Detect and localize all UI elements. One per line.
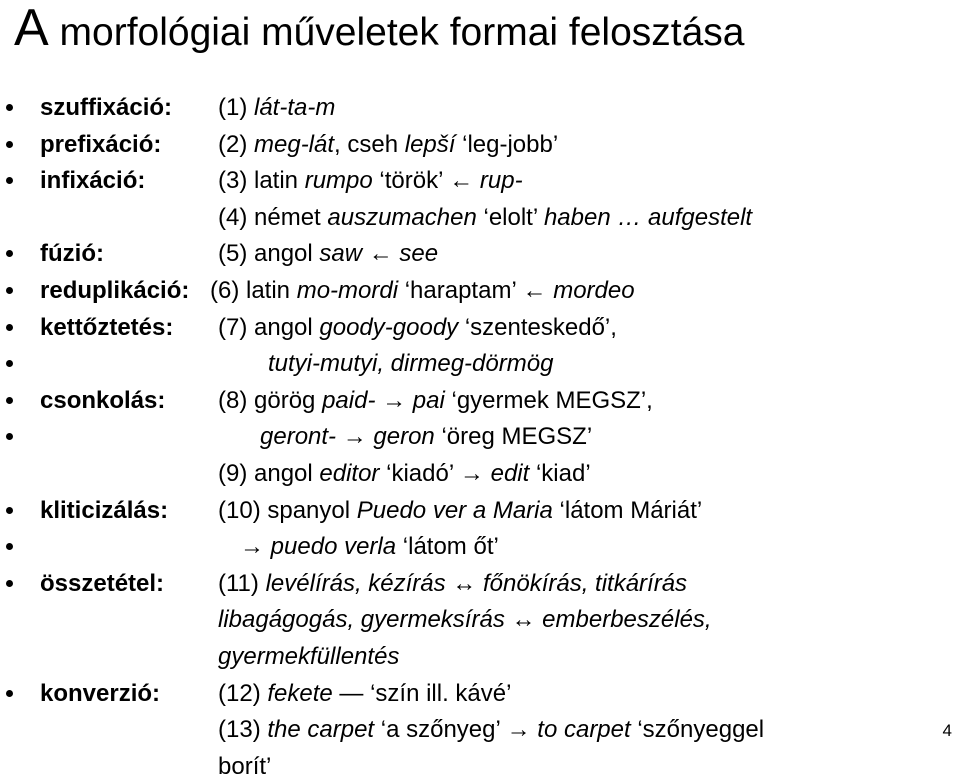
term-label: fúzió:	[40, 240, 104, 268]
example-gloss: ‘kiad’	[529, 460, 591, 487]
example-form: haben … aufgestelt	[543, 203, 753, 231]
example-form: to carpet	[537, 716, 631, 744]
example-gloss: ↔	[504, 606, 543, 634]
example-form: rumpo	[304, 167, 373, 195]
example-text	[218, 495, 702, 526]
list-item	[0, 714, 960, 745]
example-text	[268, 348, 553, 379]
example-gloss: ‘látom Máriát’	[552, 496, 703, 524]
example-form: the carpet	[267, 716, 375, 744]
example-form: Puedo ver a Maria	[356, 496, 553, 524]
bullet-icon	[6, 507, 13, 514]
example-form: edit	[490, 460, 530, 487]
example-text	[218, 92, 335, 123]
example-form: tutyi-mutyi, dirmeg-dörmög	[268, 350, 554, 378]
example-form: meg-lát	[254, 130, 335, 158]
example-form: gyermekfüllentés	[218, 643, 400, 670]
example-form: rup-	[479, 167, 523, 195]
term-label: csonkolás:	[40, 386, 166, 414]
example-text	[218, 641, 399, 672]
bullet-icon	[6, 543, 13, 550]
title-rest: morfológiai műveletek formai felosztása	[48, 11, 745, 54]
term-label: összetétel:	[40, 569, 165, 597]
example-form: saw	[319, 240, 363, 268]
bullet-icon	[6, 177, 13, 184]
bullet-icon	[6, 141, 13, 148]
example-gloss: ‘szőnyeggel	[630, 716, 765, 744]
list-item	[0, 165, 960, 196]
example-gloss: (13)	[218, 716, 268, 744]
example-gloss: ‘török’ ←	[372, 167, 480, 195]
example-text	[218, 129, 558, 160]
example-gloss: (1)	[218, 94, 254, 121]
example-gloss: →	[336, 423, 374, 451]
list-item	[0, 604, 960, 635]
example-form: mordeo	[553, 277, 635, 304]
example-text	[218, 312, 617, 343]
list-item	[0, 275, 960, 306]
example-text	[260, 421, 592, 452]
example-text	[218, 165, 523, 196]
list-item	[0, 458, 960, 489]
list-item	[0, 312, 960, 343]
example-text	[218, 568, 687, 599]
example-gloss: (2)	[218, 130, 254, 158]
example-form: puedo verla	[270, 533, 397, 561]
example-form: auszumachen	[327, 203, 477, 231]
example-text	[218, 751, 271, 782]
bullet-icon	[6, 324, 13, 331]
example-form: főnökírás, titkárírás	[482, 569, 688, 597]
bullet-icon	[6, 360, 13, 367]
example-form: geron	[373, 423, 435, 451]
term-label: prefixáció:	[40, 130, 162, 158]
example-text	[210, 275, 635, 306]
example-text	[218, 678, 511, 709]
list-item	[0, 385, 960, 416]
list-item	[0, 238, 960, 269]
example-form: editor	[319, 460, 380, 487]
example-form: libagágogás, gyermeksírás	[218, 606, 505, 634]
example-gloss: borít’	[218, 752, 272, 780]
example-gloss: ‘szenteskedő’,	[458, 313, 617, 341]
list-item	[0, 348, 960, 379]
example-gloss: ↔	[445, 569, 483, 597]
bullet-icon	[6, 690, 13, 697]
example-gloss: ‘leg-jobb’	[455, 130, 559, 158]
example-form: fekete	[267, 679, 333, 707]
term-label: kettőztetés:	[40, 313, 174, 341]
example-gloss: (6) latin	[210, 277, 297, 304]
list-item	[0, 202, 960, 233]
list-item	[0, 568, 960, 599]
term-label: infixáció:	[40, 167, 146, 195]
term-label: szuffixáció:	[40, 94, 173, 121]
list-item	[0, 129, 960, 160]
example-text	[218, 604, 712, 635]
list-item	[0, 421, 960, 452]
example-gloss: ‘a szőnyeg’ →	[374, 716, 538, 744]
example-gloss: ←	[362, 240, 400, 268]
example-gloss: (3) latin	[218, 167, 305, 195]
list-item	[0, 495, 960, 526]
list-item	[0, 531, 960, 562]
example-gloss: ‘gyermek MEGSZ’,	[444, 386, 653, 414]
example-gloss: (11)	[218, 569, 266, 597]
example-gloss: (8) görög	[218, 386, 323, 414]
term-label: konverzió:	[40, 679, 161, 707]
example-form: geront-	[260, 423, 337, 451]
example-gloss: ‘látom őt’	[396, 533, 499, 561]
example-gloss: , cseh	[334, 130, 405, 158]
example-gloss: (7) angol	[218, 313, 320, 341]
example-gloss: (4) német	[218, 203, 328, 231]
bullet-icon	[6, 580, 13, 587]
example-form: goody-goody	[319, 313, 459, 341]
bullet-icon	[6, 397, 13, 404]
example-form: pai	[412, 386, 445, 414]
example-text	[218, 202, 752, 233]
example-text	[218, 238, 438, 269]
example-form: lepší	[404, 130, 456, 158]
example-gloss: ‘öreg MEGSZ’	[434, 423, 593, 451]
page-number: 4	[942, 721, 952, 740]
list-item	[0, 678, 960, 709]
example-gloss: (10) spanyol	[218, 496, 357, 524]
example-form: emberbeszélés,	[542, 606, 712, 634]
example-form: mo-mordi	[296, 277, 399, 304]
example-gloss: ‘kiadó’ →	[379, 460, 491, 487]
example-gloss: →	[240, 533, 271, 561]
example-text	[218, 714, 764, 745]
example-gloss: ‘elolt’	[476, 203, 544, 231]
example-gloss: (9) angol	[218, 460, 320, 487]
example-text	[240, 531, 499, 562]
example-form: paid-	[322, 386, 376, 414]
bullet-icon	[6, 287, 13, 294]
title-initial: A	[14, 0, 49, 57]
bullet-icon	[6, 250, 13, 257]
term-label: kliticizálás:	[40, 496, 169, 524]
list-item	[0, 92, 960, 123]
example-gloss: ‘haraptam’ ←	[398, 277, 554, 304]
example-gloss: (5) angol	[218, 240, 320, 268]
example-gloss: (12)	[218, 679, 268, 707]
example-form: see	[399, 240, 439, 268]
example-form: lát-ta-m	[254, 94, 336, 121]
term-label: reduplikáció:	[40, 277, 190, 304]
example-text	[218, 458, 591, 489]
list-item	[0, 751, 960, 782]
example-text	[218, 385, 653, 416]
example-gloss: →	[375, 386, 413, 414]
example-form: levélírás, kézírás	[265, 569, 446, 597]
bullet-icon	[6, 433, 13, 440]
list-item	[0, 641, 960, 672]
example-gloss: — ‘szín ill. kávé’	[332, 679, 512, 707]
bullet-icon	[6, 104, 13, 111]
